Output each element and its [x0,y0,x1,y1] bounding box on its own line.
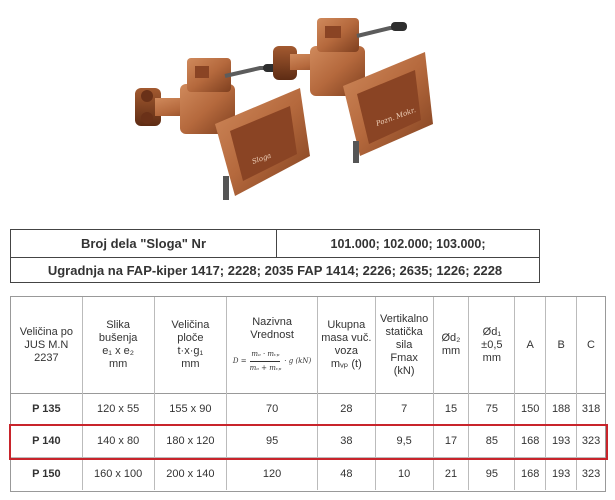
header-line: ploče [177,332,204,344]
cell-force: 9,5 [376,425,434,457]
header-line: mm [181,358,200,370]
info-row-part [11,230,539,258]
spec-table [10,296,606,492]
header-line: Nazivna [252,315,292,328]
header-line: 2237 [34,351,59,364]
header-line: A [526,338,534,351]
cell-d2: 15 [434,393,470,425]
header-line: Ød₂ [441,332,461,344]
cell-drilling: 120 x 55 [83,393,155,425]
cell-drilling: 160 x 100 [83,458,155,490]
header-line: Ukupna [327,319,366,331]
cell-c: 323 [581,434,601,447]
header-line: mm [108,358,128,370]
header-line: mm [482,351,501,364]
cell-model: P 140 [11,425,83,457]
cell-model: P 150 [11,458,83,490]
header-vertical-force [376,297,434,393]
cell-mass: 48 [318,458,376,490]
header-line: Ød₁ [482,325,502,338]
header-a [515,297,546,393]
plate-text-right: Pozn. Mokr. [374,106,417,128]
table-row [11,458,605,490]
header-b [546,297,577,393]
table-row [11,425,605,458]
table-row [11,393,605,426]
header-line: voza [334,345,358,357]
header-line: t·x·g₁ [177,345,204,357]
cell-c: 318 [581,402,601,415]
header-plate-size [155,297,228,393]
header-line: Vrednost [250,328,294,341]
header-line: bušenja [98,332,138,344]
cell-a: 168 [515,458,546,490]
cell-force: 7 [376,393,434,425]
header-line: masa vuč. [321,332,372,344]
header-line: Slika [106,319,131,331]
part-label: Broj dela "Sloga" Nr [11,230,277,257]
installation-text: Ugradnja na FAP-kiper 1417; 2228; 2035 FAP 1414; 2226; 2635; 1226; 2228 [47,262,503,278]
cell-a: 150 [515,393,546,425]
cell-model: P 135 [11,393,83,425]
cell-d1: 95 [469,458,515,490]
cell-d1: 85 [469,425,515,457]
header-line: B [557,338,565,351]
cell-plate: 180 x 120 [155,425,228,457]
cell-plate: 155 x 90 [155,393,228,425]
cell-plate: 200 x 140 [155,458,228,490]
cell-b: 188 [546,393,577,425]
header-line: Veličina [171,319,210,331]
info-table [10,229,540,283]
header-line: JUS M.N [24,338,69,351]
header-line: Fmax [390,351,418,364]
header-line: mᵥₚ (t) [330,358,362,370]
header-d2 [434,297,470,393]
cell-drilling: 140 x 80 [83,425,155,457]
d-value-formula: D = $\frac{\text{mₒ · mᵥₚ}}{\text{mₒ + mᵥₚ}}$ · g (kN) [232,349,312,372]
cell-d2: 17 [434,425,470,457]
header-line: Veličina po [19,325,73,338]
cell-a: 168 [515,425,546,457]
header-line: sila [395,338,413,351]
trailer-coupling-photo [125,6,455,206]
header-drilling [83,297,155,393]
cell-b: 193 [546,425,577,457]
cell-d1: 75 [469,393,515,425]
header-line: ±0,5 [481,338,503,351]
cell-nominal: 95 [227,425,318,457]
cell-nominal: 70 [227,393,318,425]
header-size [11,297,83,393]
header-line: Vertikalno [379,312,429,325]
header-line: statička [385,325,423,338]
plate-text-left: Sloga [250,151,273,166]
part-numbers: 101.000; 102.000; 103.000; [330,236,486,251]
cell-mass: 38 [318,425,376,457]
cell-force: 10 [376,458,434,490]
header-c [577,297,605,393]
header-line: e₁ x e₂ [102,345,135,357]
spec-table-header [11,297,605,394]
header-total-mass [318,297,376,393]
cell-b: 193 [546,458,577,490]
header-line: (kN) [393,364,415,377]
cell-d2: 21 [434,458,470,490]
cell-nominal: 120 [227,458,318,490]
cell-c: 323 [581,467,601,480]
header-line: mm [441,345,461,357]
header-line: C [587,338,595,351]
cell-mass: 28 [318,393,376,425]
header-nominal-value [227,297,318,393]
header-d1 [469,297,515,393]
